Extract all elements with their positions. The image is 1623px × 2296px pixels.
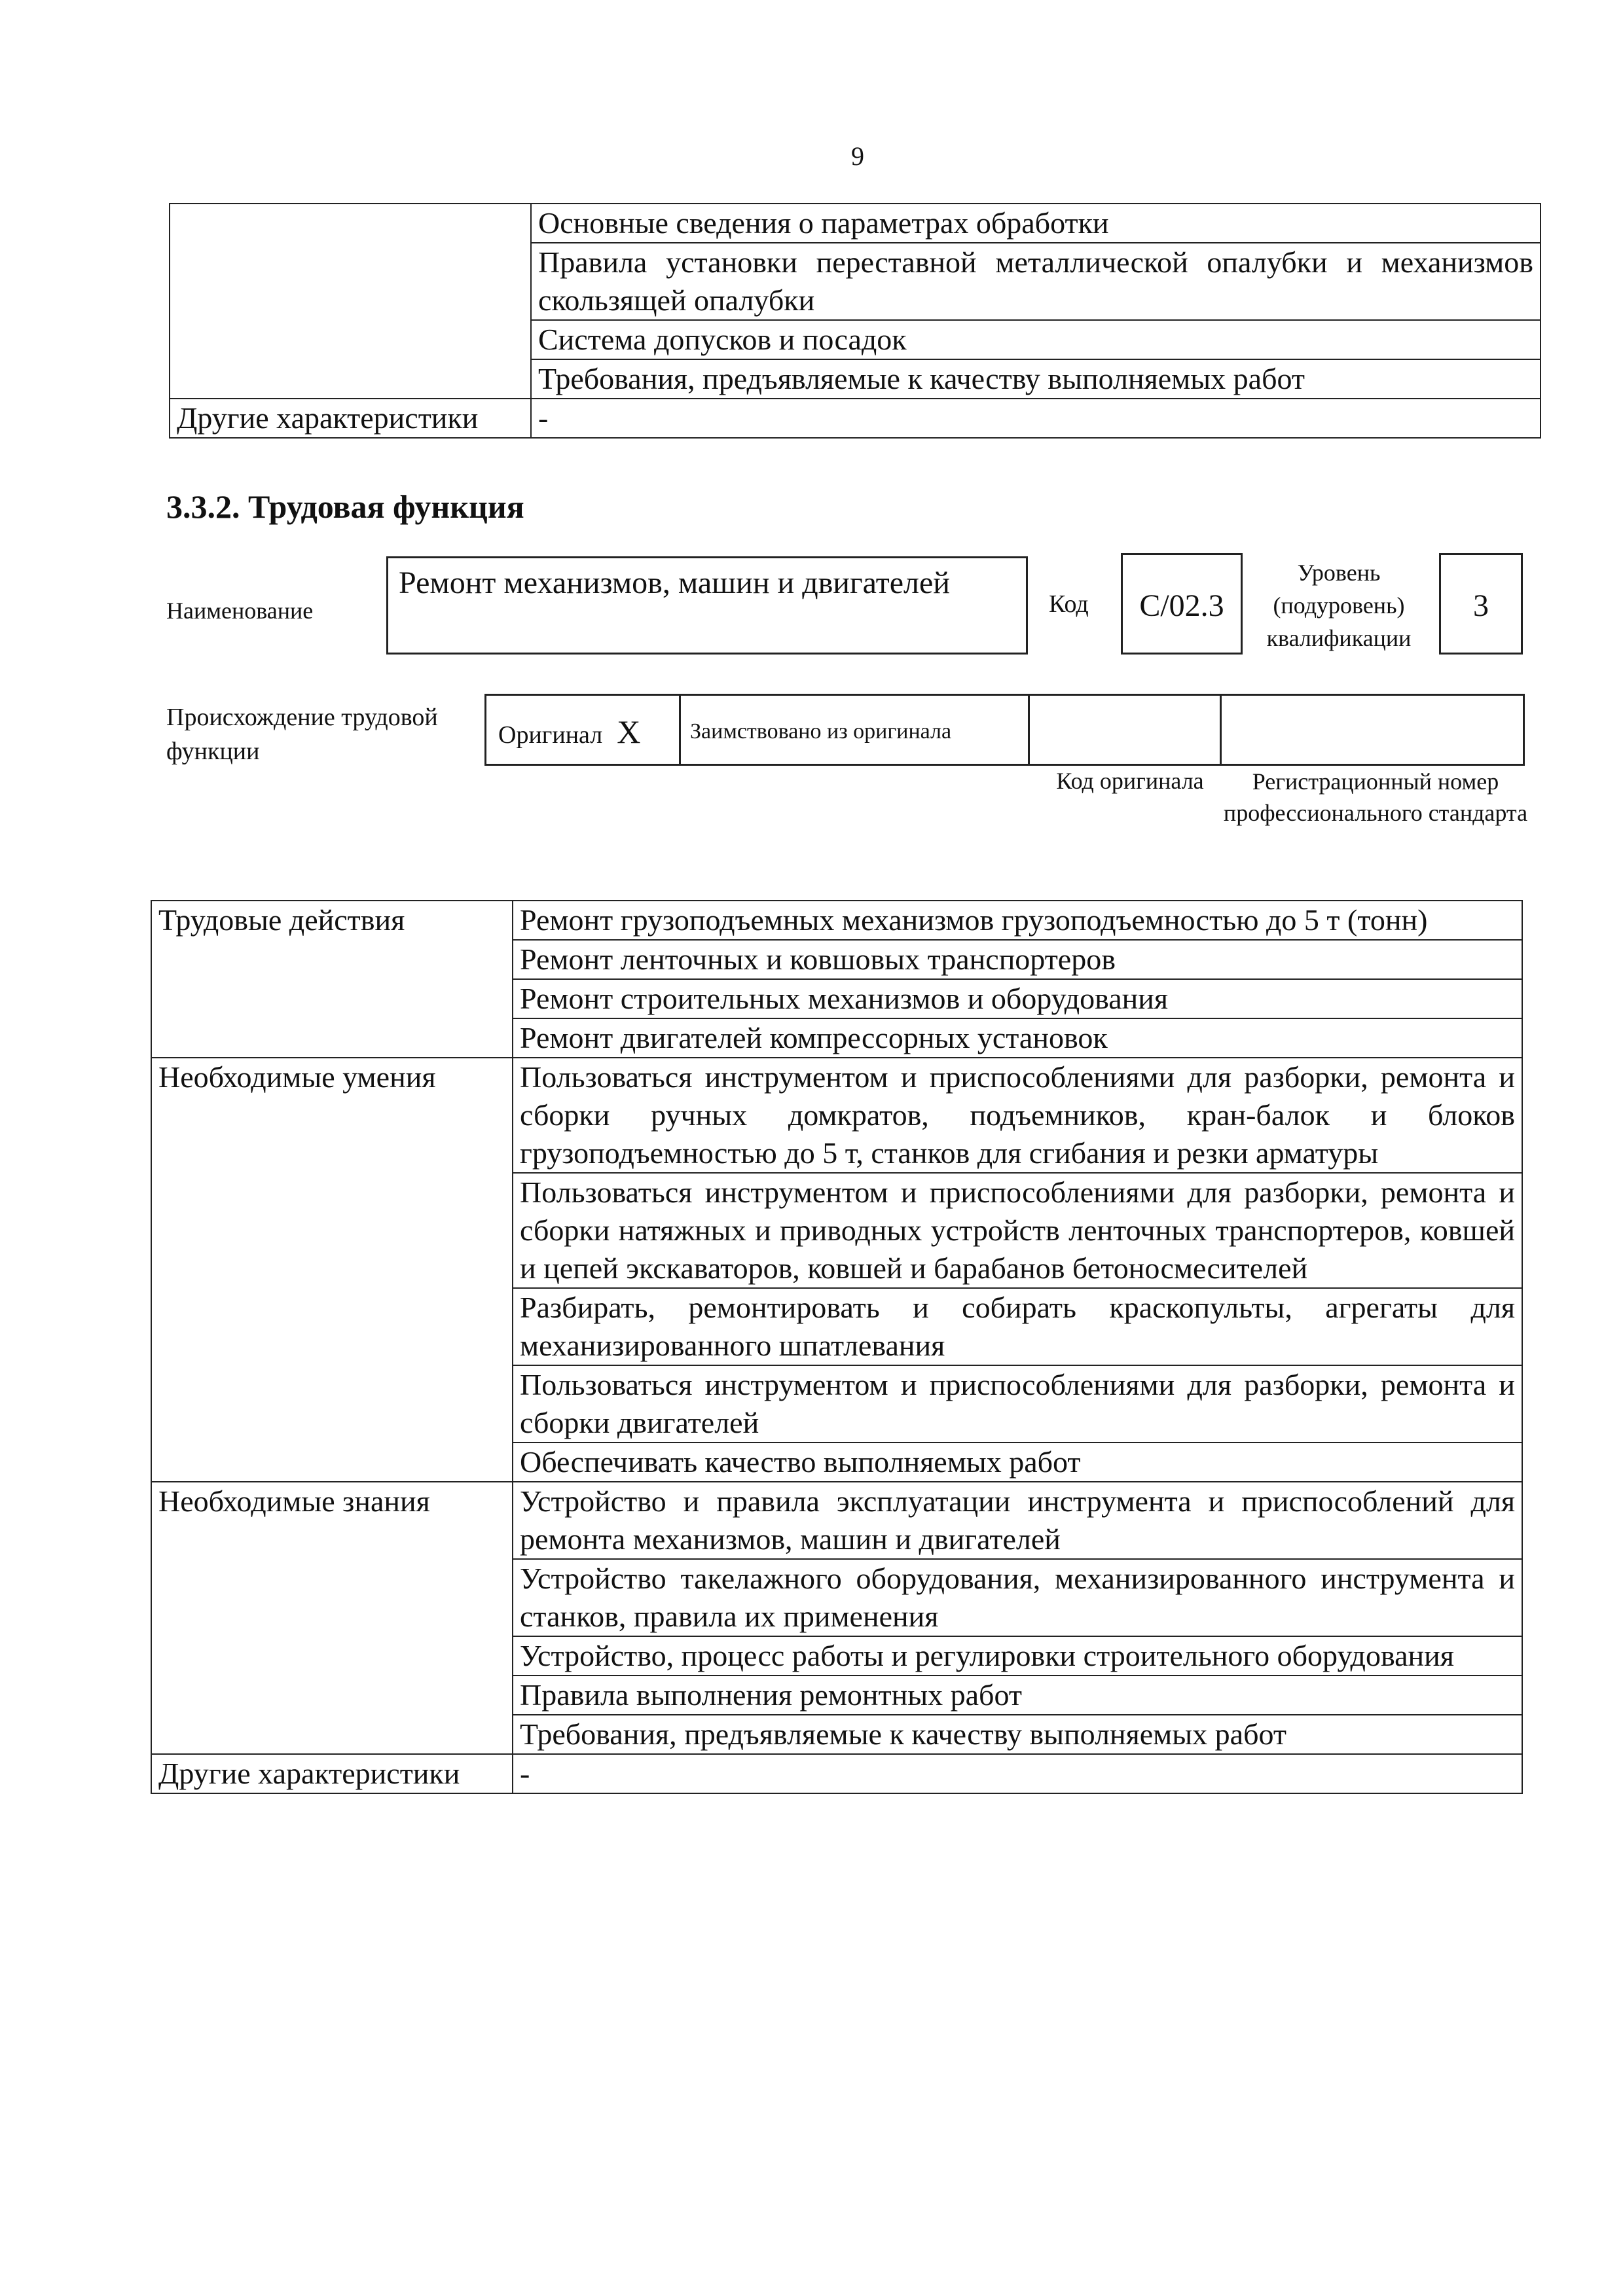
origin-reg-caption: Регистрационный номер профессионального стандарта	[1223, 768, 1528, 826]
origin-reg-cell	[1220, 694, 1525, 766]
other-characteristics-label: Другие характеристики	[151, 1754, 513, 1793]
table-row: Пользоваться инструментом и приспособлениями для разборки, ремонта и сборки двигателей	[513, 1365, 1522, 1443]
other-characteristics-value: -	[513, 1754, 1522, 1793]
code-label: Код	[1049, 590, 1089, 618]
actions-label: Трудовые действия	[151, 901, 513, 1058]
table-row: Устройство, процесс работы и регулировки строительного оборудования	[513, 1636, 1522, 1676]
table-row: Разбирать, ремонтировать и собирать краскопульты, агрегаты для механизированного шпатлевания	[513, 1288, 1522, 1365]
empty-label-cell	[170, 204, 531, 399]
origin-code-cell	[1028, 694, 1222, 766]
origin-original-cell	[484, 694, 681, 766]
name-field: Ремонт механизмов, машин и двигателей	[386, 556, 1028, 655]
level-field: 3	[1439, 553, 1523, 655]
table-row: Ремонт строительных механизмов и оборудования	[513, 979, 1522, 1018]
origin-label: Происхождение трудовой функции	[166, 704, 438, 765]
table-row: Обеспечивать качество выполняемых работ	[513, 1443, 1522, 1482]
level-label: Уровень (подуровень) квалификации	[1266, 560, 1412, 651]
other-characteristics-label: Другие характеристики	[170, 399, 531, 438]
origin-code-caption: Код оригинала	[1056, 768, 1204, 794]
labor-function-table	[151, 900, 1523, 1794]
table-row: Требования, предъявляемые к качеству выполняемых работ	[513, 1715, 1522, 1754]
knowledge-label: Необходимые знания	[151, 1482, 513, 1754]
table-row: Правила установки переставной металлической опалубки и механизмов скользящей опалубки	[531, 243, 1541, 320]
other-characteristics-value: -	[531, 399, 1541, 438]
table-row: Ремонт двигателей компрессорных установок	[513, 1018, 1522, 1058]
table-row: Требования, предъявляемые к качеству выполняемых работ	[531, 359, 1541, 399]
skills-label: Необходимые умения	[151, 1058, 513, 1482]
table-row: Устройство и правила эксплуатации инструмента и приспособлений для ремонта механизмов, машин и двигателей	[513, 1482, 1522, 1559]
origin-original-label: Оригинал	[498, 721, 603, 749]
knowledge-table-continued	[169, 203, 1541, 439]
table-row: Устройство такелажного оборудования, механизированного инструмента и станков, правила их применения	[513, 1559, 1522, 1636]
table-row: Ремонт грузоподъемных механизмов грузоподъемностью до 5 т (тонн)	[513, 901, 1522, 940]
table-row: Система допусков и посадок	[531, 320, 1541, 359]
page-number: 9	[851, 141, 864, 171]
table-row: Ремонт ленточных и ковшовых транспортеров	[513, 940, 1522, 979]
name-label: Наименование	[166, 598, 314, 624]
table-row: Пользоваться инструментом и приспособлениями для разборки, ремонта и сборки ручных домкратов, подъемников, кран-балок и блоков грузоподъемностью до 5 т, станков для сгибания и резки арматуры	[513, 1058, 1522, 1173]
table-row: Правила выполнения ремонтных работ	[513, 1676, 1522, 1715]
table-row: Пользоваться инструментом и приспособлениями для разборки, ремонта и сборки натяжных и приводных устройств ленточных транспортеров, ковшей и цепей экскаваторов, ковшей и барабанов бетоносмесителей	[513, 1173, 1522, 1288]
code-field: C/02.3	[1121, 553, 1243, 655]
table-row: Основные сведения о параметрах обработки	[531, 204, 1541, 243]
section-heading: 3.3.2. Трудовая функция	[166, 488, 524, 525]
origin-original-mark: X	[617, 713, 641, 750]
origin-borrowed-cell: Заимствовано из оригинала	[679, 694, 1030, 766]
